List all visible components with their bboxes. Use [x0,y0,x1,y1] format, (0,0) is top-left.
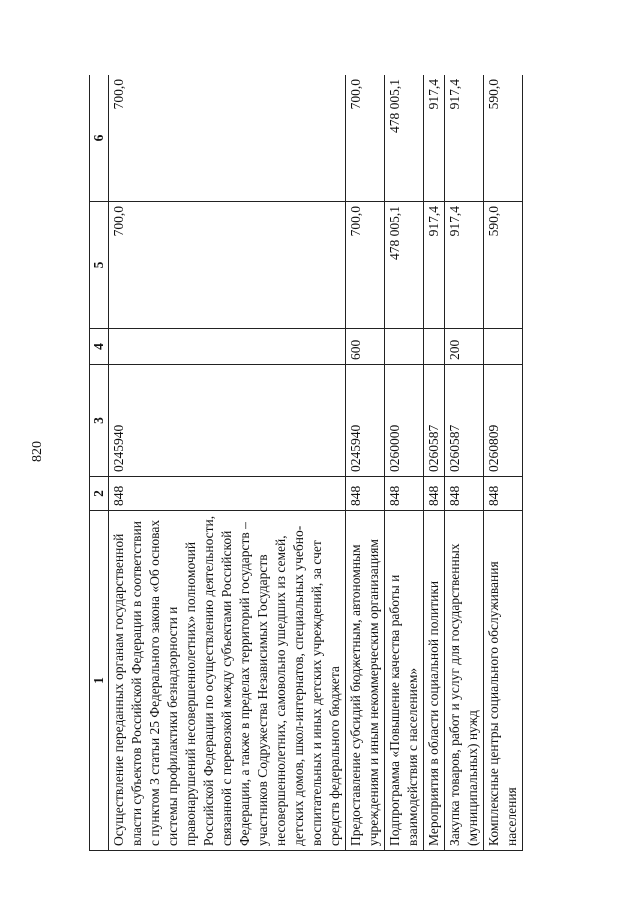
expense-type-cell [109,329,346,365]
target-article-cell: 0260587 [445,365,484,477]
header-cell: 2 [90,477,109,511]
expense-type-cell [424,329,445,365]
row-name-cell: Предоставление субсидий бюджетным, автономным учреждениям и иным некоммерческим организациям [346,511,385,851]
header-cell: 6 [90,75,109,202]
ministry-code-cell: 848 [445,477,484,511]
ministry-code-cell: 848 [109,477,346,511]
amount-cell: 590,0 [484,75,523,202]
row-name-cell: Мероприятия в области социальной политики [424,511,445,851]
ministry-code-cell: 848 [346,477,385,511]
amount-cell: 478 005,1 [385,202,424,329]
row-name-cell: Комплексные центры социального обслуживания населения [484,511,523,851]
header-cell: 1 [90,511,109,851]
expense-type-cell [484,329,523,365]
header-cell: 4 [90,329,109,365]
budget-table [89,75,523,851]
row-name-cell: Подпрограмма «Повышение качества работы и взаимодействия с населением» [385,511,424,851]
budget-table-container [89,75,559,851]
amount-cell: 917,4 [424,202,445,329]
table-row [109,75,346,851]
target-article-cell: 0245940 [346,365,385,477]
target-article-cell: 0260000 [385,365,424,477]
header-row [90,75,109,851]
expense-type-cell [385,329,424,365]
header-cell: 5 [90,202,109,329]
amount-cell: 700,0 [109,75,346,202]
row-name-cell: Закупка товаров, работ и услуг для государственных (муниципальных) нужд [445,511,484,851]
page-number: 820 [30,441,45,462]
header-cell: 3 [90,365,109,477]
table-row [484,75,523,851]
ministry-code-cell: 848 [424,477,445,511]
table-row [346,75,385,851]
row-name-cell: Осуществление переданных органам государственной власти субъектов Российской Федерации в соответствии с пунктом 3 статьи 25 Федерального закона «Об основах системы профилактики безнадзорности и правонарушений несовершеннолетних» полномочий Российской Федерации по осуществлению деятельности, связанной с перевозкой между субъектами Российской Федерации, а также в пределах территорий государств – участников Содружества Независимых Государств несовершеннолетних, самовольно ушедших из семей, детских домов, школ-интернатов, специальных учебно-воспитательных и иных детских учреждений, за счет средств федерального бюджета [109,511,346,851]
amount-cell: 917,4 [445,202,484,329]
amount-cell: 700,0 [346,75,385,202]
table-row [385,75,424,851]
ministry-code-cell: 848 [385,477,424,511]
expense-type-cell: 200 [445,329,484,365]
target-article-cell: 0245940 [109,365,346,477]
amount-cell: 590,0 [484,202,523,329]
table-row [424,75,445,851]
amount-cell: 917,4 [445,75,484,202]
amount-cell: 700,0 [346,202,385,329]
amount-cell: 917,4 [424,75,445,202]
target-article-cell: 0260587 [424,365,445,477]
target-article-cell: 0260809 [484,365,523,477]
expense-type-cell: 600 [346,329,385,365]
table-row [445,75,484,851]
ministry-code-cell: 848 [484,477,523,511]
amount-cell: 700,0 [109,202,346,329]
rotated-table-frame [89,75,559,851]
amount-cell: 478 005,1 [385,75,424,202]
